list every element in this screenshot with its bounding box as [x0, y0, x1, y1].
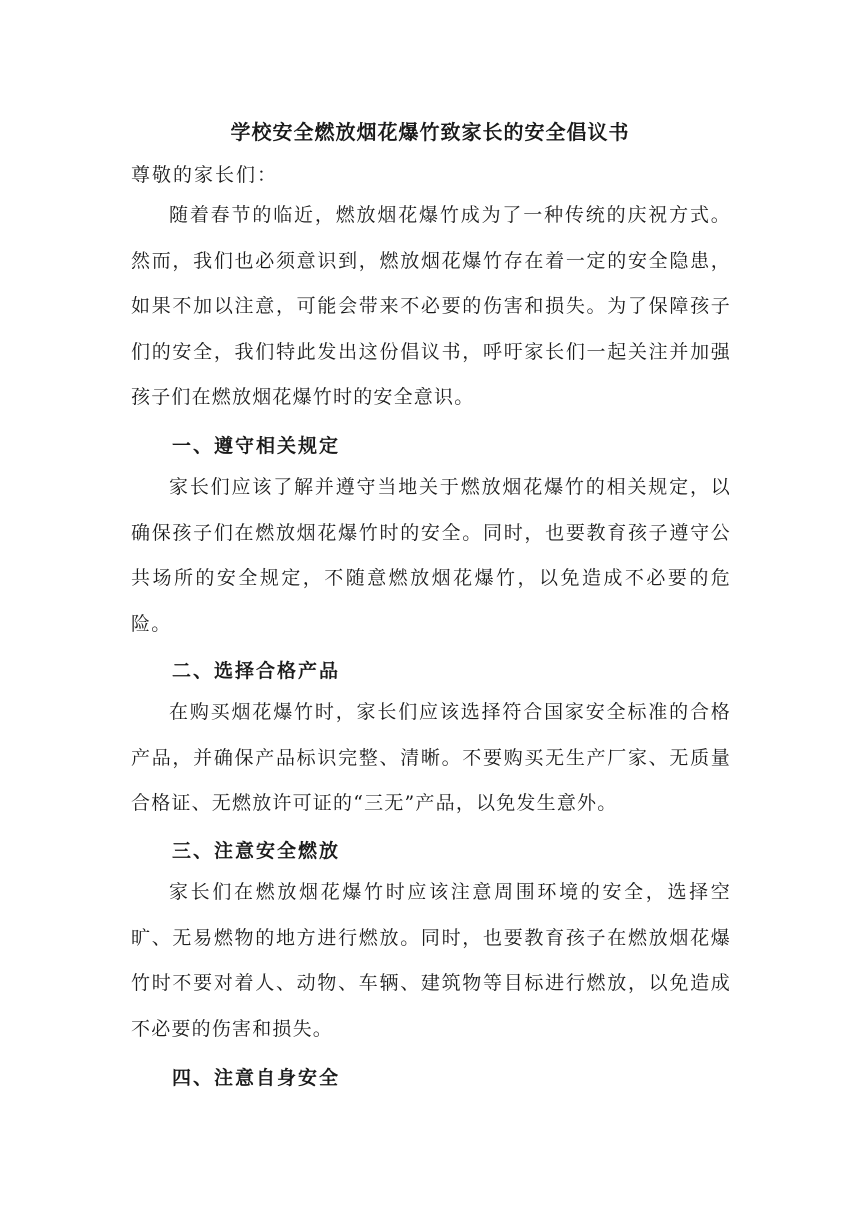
document-title: 学校安全燃放烟花爆竹致家长的安全倡议书	[230, 120, 630, 144]
section-paragraph-3: 家长们在燃放烟花爆竹时应该注意周围环境的安全，选择空旷、无易燃物的地方进行燃放。同时，也要教育孩子在燃放烟花爆竹时不要对着人、动物、车辆、建筑物等目标进行燃放，以免造成不必要的伤害和损失。	[131, 881, 731, 1040]
section-paragraph-1: 家长们应该了解并遵守当地关于燃放烟花爆竹的相关规定，以确保孩子们在燃放烟花爆竹时的安全。同时，也要教育孩子遵守公共场所的安全规定，不随意燃放烟花爆竹，以免造成不必要的危险。	[131, 476, 731, 635]
section-paragraph-2: 在购买烟花爆竹时，家长们应该选择符合国家安全标准的合格产品，并确保产品标识完整、清晰。不要购买无生产厂家、无质量合格证、无燃放许可证的“三无”产品，以免发生意外。	[131, 701, 731, 814]
section-heading-3: 三、注意安全燃放	[172, 840, 341, 862]
section-heading-2: 二、选择合格产品	[172, 660, 341, 682]
section-heading-4: 四、注意自身安全	[172, 1067, 341, 1089]
salutation: 尊敬的家长们：	[131, 164, 279, 186]
section-heading-1: 一、遵守相关规定	[172, 435, 341, 457]
intro-paragraph: 随着春节的临近，燃放烟花爆竹成为了一种传统的庆祝方式。然而，我们也必须意识到，燃放烟花爆竹存在着一定的安全隐患，如果不加以注意，可能会带来不必要的伤害和损失。为了保障孩子们的安全，我们特此发出这份倡议书，呼吁家长们一起关注并加强孩子们在燃放烟花爆竹时的安全意识。	[131, 204, 731, 408]
